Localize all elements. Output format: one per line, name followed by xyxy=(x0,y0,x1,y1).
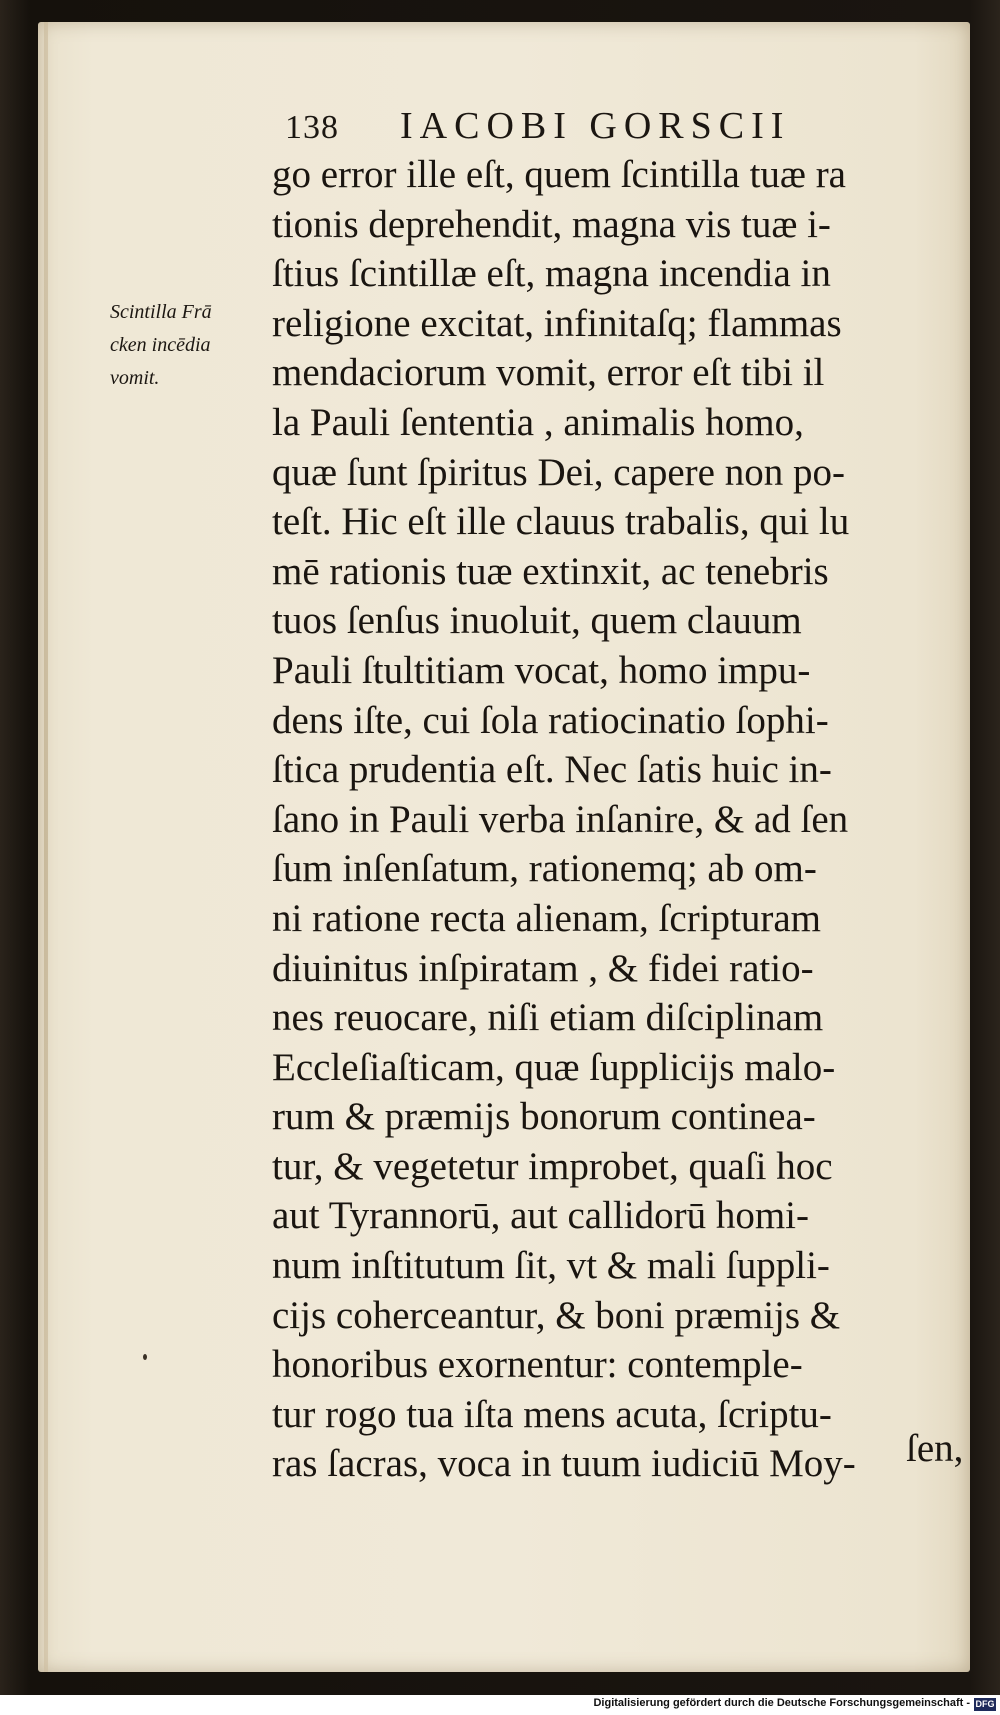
marginal-note-line: vomit. xyxy=(110,367,160,389)
text-line: ſtius ſcintillæ eſt, magna incendia in xyxy=(272,252,831,296)
text-line: ſum inſenſatum, rationemq; ab om- xyxy=(272,847,817,891)
text-line: honoribus exornentur: contemple- xyxy=(272,1343,803,1387)
text-line: rum & præmijs bonorum continea- xyxy=(272,1095,816,1139)
text-line: quæ ſunt ſpiritus Dei, capere non po- xyxy=(272,450,845,494)
text-line: go error ille eſt, quem ſcintilla tuæ ra xyxy=(272,153,846,196)
text-line: aut Tyrannorū, aut callidorū homi- xyxy=(272,1194,809,1238)
text-line: Eccleſiaſticam, quæ ſupplicijs malo- xyxy=(272,1045,836,1089)
text-line: dens iſte, cui ſola ratiocinatio ſophi- xyxy=(272,698,829,742)
body-text xyxy=(272,150,972,1489)
ink-spot xyxy=(143,1354,147,1360)
text-line: mē rationis tuæ extinxit, ac tenebris xyxy=(272,549,829,593)
page-number: 138 xyxy=(285,109,339,146)
marginal-note-line: cken incēdia xyxy=(110,334,211,356)
text-line: cijs coherceantur, & boni præmijs & xyxy=(272,1293,841,1337)
text-line: nes reuocare, niſi etiam diſciplinam xyxy=(272,996,824,1040)
text-line: ni ratione recta alienam, ſcripturam xyxy=(272,896,821,940)
text-line: ſtica prudentia eſt. Nec ſatis huic in- xyxy=(272,748,832,792)
text-line: ras ſacras, voca in tuum iudiciū Moy- xyxy=(272,1442,856,1486)
dfg-logo-icon: DFG xyxy=(975,1699,995,1709)
text-line: ſano in Pauli verba inſanire, & ad ſen xyxy=(272,797,849,841)
text-line: teſt. Hic eſt ille clauus trabalis, qui lu xyxy=(272,500,850,544)
funding-credit: Digitalisierung gefördert durch die Deutsche Forschungsgemeinschaft - xyxy=(593,1697,970,1709)
marginal-note xyxy=(110,296,260,395)
text-line: tionis deprehendit, magna vis tuæ i- xyxy=(272,202,831,246)
text-line: religione excitat, infinitaſq; flammas xyxy=(272,301,842,345)
marginal-note-line: Scintilla Frā xyxy=(110,301,212,323)
text-line: Pauli ſtultitiam vocat, homo impu- xyxy=(272,648,811,692)
text-line: num inſtitutum ſit, vt & mali ſuppli- xyxy=(272,1244,830,1288)
text-line: tur rogo tua iſta mens acuta, ſcriptu- xyxy=(272,1392,832,1436)
page-edge xyxy=(44,22,48,1672)
running-title: IACOBI GORSCII xyxy=(400,105,791,147)
text-line: la Pauli ſententia , animalis homo, xyxy=(272,400,804,444)
text-line: tur, & vegetetur improbet, quaſi hoc xyxy=(272,1144,833,1188)
text-line: tuos ſenſus inuoluit, quem clauum xyxy=(272,599,802,643)
footer-strip xyxy=(0,1695,1000,1715)
running-head xyxy=(285,102,845,150)
text-line: diuinitus inſpiratam , & fidei ratio- xyxy=(272,946,814,990)
catchword: ſen, xyxy=(906,1427,964,1470)
text-line: mendaciorum vomit, error eſt tibi il xyxy=(272,351,825,395)
